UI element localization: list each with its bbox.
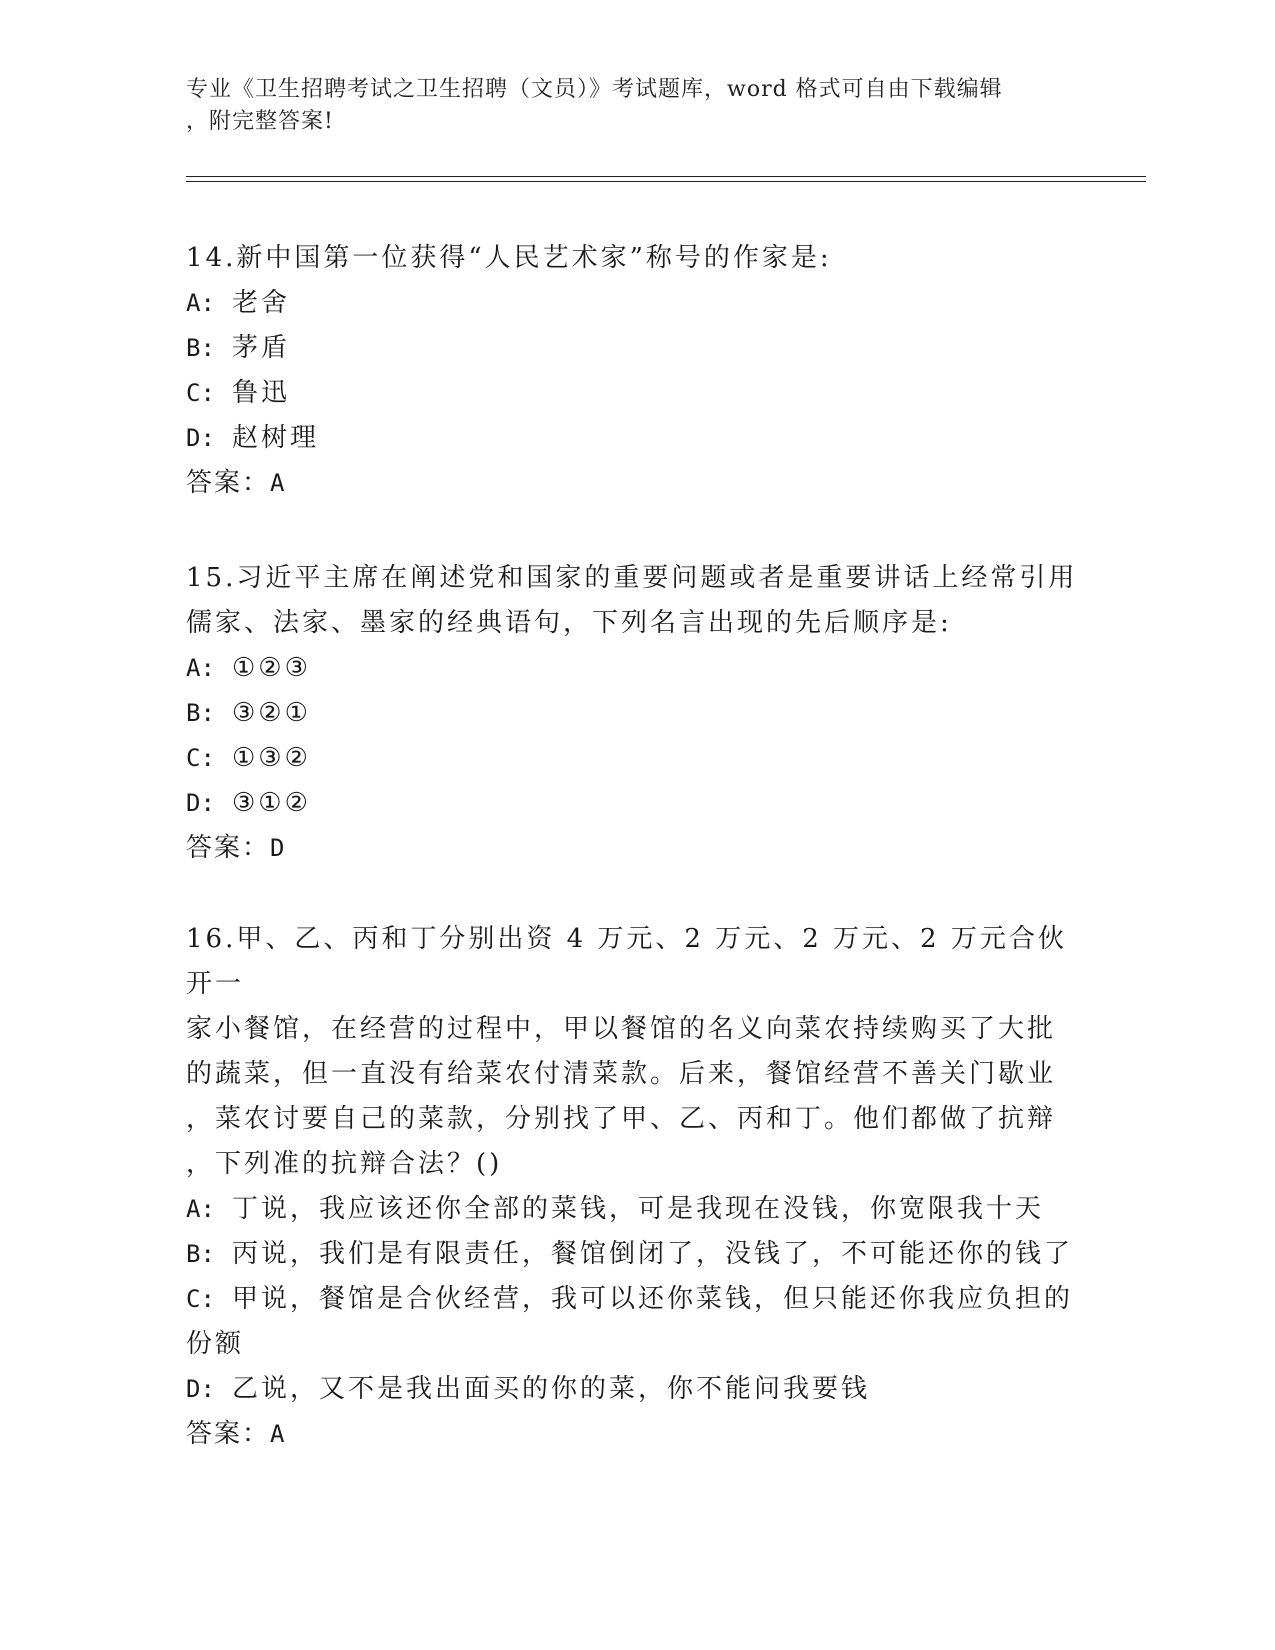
option-b bbox=[186, 326, 1086, 371]
option-text: 甲说，餐馆是合伙经营，我可以还你菜钱，但只能还你我应负担的 bbox=[232, 1284, 1074, 1314]
answer-line bbox=[186, 461, 1086, 506]
header-divider-bottom bbox=[186, 181, 1146, 182]
answer-line bbox=[186, 826, 1086, 871]
option-d bbox=[186, 416, 1086, 461]
option-letter: B: bbox=[186, 699, 215, 727]
option-d bbox=[186, 781, 1086, 826]
option-letter: C: bbox=[186, 1285, 215, 1313]
answer-value: A bbox=[270, 1420, 285, 1448]
option-letter: D: bbox=[186, 1375, 215, 1403]
option-a bbox=[186, 1187, 1086, 1232]
answer-label: 答案： bbox=[186, 1419, 271, 1449]
option-a bbox=[186, 281, 1086, 326]
option-text: ③①② bbox=[232, 788, 311, 818]
question-text-line-5: ，下列准的抗辩合法？() bbox=[186, 1149, 503, 1179]
option-letter: D: bbox=[186, 424, 215, 452]
answer-value: A bbox=[270, 469, 285, 497]
question-15 bbox=[186, 556, 1086, 871]
question-text-line-3: 的蔬菜，但一直没有给菜农付清菜款。后来，餐馆经营不善关门歇业 bbox=[186, 1059, 1057, 1089]
answer-label: 答案： bbox=[186, 833, 271, 863]
answer-label: 答案： bbox=[186, 468, 271, 498]
option-letter: B: bbox=[186, 1240, 215, 1268]
option-c bbox=[186, 371, 1086, 416]
option-letter: B: bbox=[186, 334, 215, 362]
question-text-line-2: 儒家、法家、墨家的经典语句，下列名言出现的先后顺序是: bbox=[186, 608, 952, 638]
header-divider-top bbox=[186, 176, 1146, 177]
document-header bbox=[186, 74, 1086, 138]
option-text: ③②① bbox=[232, 698, 311, 728]
option-text: 赵树理 bbox=[232, 423, 320, 453]
option-letter: A: bbox=[186, 289, 215, 317]
option-b bbox=[186, 1232, 1086, 1277]
question-text: 14.新中国第一位获得“人民艺术家”称号的作家是: bbox=[186, 243, 832, 273]
question-14 bbox=[186, 236, 1086, 506]
answer-line bbox=[186, 1412, 1086, 1457]
option-text: ①③② bbox=[232, 743, 311, 773]
option-d bbox=[186, 1367, 1086, 1412]
question-text-line-1: 15.习近平主席在阐述党和国家的重要问题或者是重要讲话上经常引用 bbox=[186, 563, 1078, 593]
question-text-line-2: 家小餐馆，在经营的过程中，甲以餐馆的名义向菜农持续购买了大批 bbox=[186, 1014, 1057, 1044]
option-text: 丙说，我们是有限责任，餐馆倒闭了，没钱了，不可能还你的钱了 bbox=[232, 1239, 1074, 1269]
option-letter: A: bbox=[186, 654, 215, 682]
option-letter: A: bbox=[186, 1195, 215, 1223]
option-letter: C: bbox=[186, 744, 215, 772]
option-a bbox=[186, 646, 1086, 691]
option-text: 乙说，又不是我出面买的你的菜，你不能问我要钱 bbox=[232, 1374, 871, 1404]
option-text: 老舍 bbox=[232, 288, 291, 318]
option-c bbox=[186, 1277, 1086, 1322]
option-text: 鲁迅 bbox=[232, 378, 291, 408]
option-letter: C: bbox=[186, 379, 215, 407]
question-text-line-4: ，菜农讨要自己的菜款，分别找了甲、乙、丙和丁。他们都做了抗辩 bbox=[186, 1104, 1057, 1134]
option-text: 丁说，我应该还你全部的菜钱，可是我现在没钱，你宽限我十天 bbox=[232, 1194, 1045, 1224]
option-letter: D: bbox=[186, 789, 215, 817]
header-line-2: ，附完整答案! bbox=[186, 109, 334, 134]
question-text-line-1: 16.甲、乙、丙和丁分别出资 4 万元、2 万元、2 万元、2 万元合伙开一 bbox=[186, 924, 1067, 999]
option-text: 茅盾 bbox=[232, 333, 291, 363]
option-text: ①②③ bbox=[232, 653, 311, 683]
option-c-continuation: 份额 bbox=[186, 1329, 245, 1359]
answer-value: D bbox=[270, 834, 285, 862]
question-16 bbox=[186, 917, 1086, 1457]
option-b bbox=[186, 691, 1086, 736]
option-c bbox=[186, 736, 1086, 781]
header-line-1: 专业《卫生招聘考试之卫生招聘（文员）》考试题库，word 格式可自由下载编辑 bbox=[186, 77, 1003, 102]
